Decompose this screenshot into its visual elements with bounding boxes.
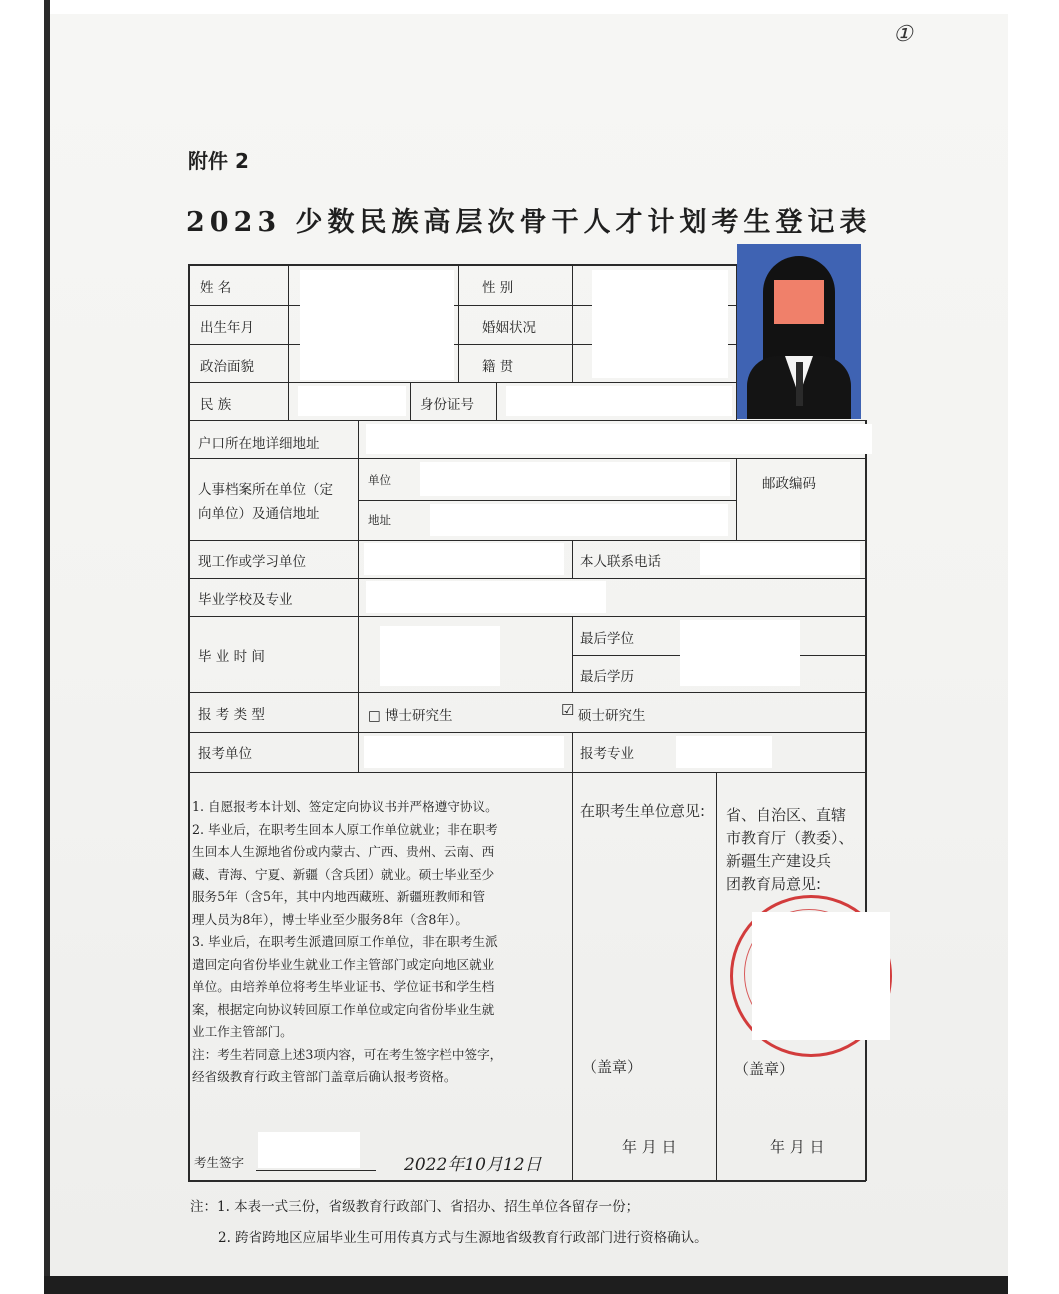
photo-tie	[796, 362, 803, 406]
scan-edge-bottom	[44, 1276, 1008, 1294]
page-number: ①	[893, 22, 913, 47]
province-date-label: 年 月 日	[770, 1138, 825, 1156]
marital-label: 婚姻状况	[482, 320, 536, 336]
signature-line	[256, 1170, 376, 1171]
table-line	[716, 772, 717, 1180]
note-line-2: 2. 跨省跨地区应届毕业生可用传真方式与生源地省级教育行政部门进行资格确认。	[218, 1230, 708, 1246]
table-line	[572, 264, 573, 382]
attachment-label: 附件 2	[188, 149, 249, 173]
province-opinion-line: 省、自治区、直辖	[726, 806, 847, 824]
phone-label: 本人联系电话	[580, 554, 661, 570]
employer-seal-label: （盖章）	[582, 1058, 643, 1076]
table-line	[188, 616, 866, 617]
education-label: 最后学历	[580, 669, 634, 685]
redacted-field	[506, 386, 732, 416]
table-line	[496, 382, 497, 420]
hukou-label: 户口所在地详细地址	[198, 436, 320, 452]
province-opinion-line: 团教育局意见:	[726, 875, 822, 893]
note-line-1: 注：1. 本表一式三份，省级教育行政部门、省招办、招生单位各留存一份；	[190, 1199, 640, 1215]
table-line	[458, 264, 459, 382]
redacted-field	[366, 581, 606, 613]
redacted-field	[420, 462, 730, 496]
commitment-line: 理人员为8年），博士毕业至少服务8年（含8年）。	[192, 911, 468, 927]
redacted-field	[364, 543, 564, 575]
table-line	[572, 732, 573, 772]
commitment-line: 服务5年（含5年，其中内地西藏班、新疆班教师和管	[192, 889, 486, 904]
check-mark-icon[interactable]: ☑	[561, 701, 575, 719]
table-line	[358, 616, 359, 772]
commitment-line: 生回本人生源地省份或内蒙古、广西、贵州、云南、西	[192, 844, 495, 859]
redacted-field	[700, 543, 860, 575]
redacted-field	[366, 424, 872, 454]
commitment-line: 案，根据定向协议转回原工作单位或定向省份毕业生就	[192, 1001, 495, 1017]
table-line	[188, 578, 866, 579]
redacted-field	[680, 620, 800, 686]
form-title: 2023 少数民族高层次骨干人才计划考生登记表	[186, 207, 872, 238]
redacted-field	[364, 736, 564, 768]
table-line	[572, 540, 573, 578]
employer-date-label: 年 月 日	[622, 1138, 677, 1156]
unit-label: 单位	[368, 473, 391, 487]
gender-label: 性 别	[482, 280, 514, 296]
table-line	[188, 540, 866, 541]
workplace-label: 现工作或学习单位	[198, 554, 306, 570]
grad-time-label: 毕 业 时 间	[198, 649, 265, 665]
province-opinion-line: 新疆生产建设兵	[726, 852, 832, 870]
province-seal-label: （盖章）	[734, 1060, 795, 1078]
table-line	[572, 616, 573, 692]
commitment-line: 藏、青海、宁夏、新疆（含兵团）就业。硕士毕业至少	[192, 866, 495, 882]
ethnic-label: 民 族	[200, 397, 232, 413]
commitment-line: 3. 毕业后，在职考生派遣回原工作单位，非在职考生派	[192, 934, 498, 949]
commitment-line: 经省级教育行政主管部门盖章后确认报考资格。	[192, 1069, 457, 1084]
native-label: 籍 贯	[482, 359, 514, 375]
province-opinion-line: 市教育厅（教委）、	[726, 829, 854, 847]
table-line	[188, 772, 866, 773]
employer-opinion-label: 在职考生单位意见:	[580, 802, 706, 820]
table-line	[358, 540, 359, 616]
archive-label: 人事档案所在单位（定	[198, 482, 333, 498]
table-line	[410, 382, 411, 420]
table-line	[188, 420, 866, 421]
table-line	[188, 1180, 866, 1182]
table-line	[358, 420, 359, 458]
apply-unit-label: 报考单位	[198, 746, 252, 762]
redacted-field	[592, 270, 728, 378]
option-phd[interactable]: □ 博士研究生	[368, 708, 453, 724]
commitment-line: 1. 自愿报考本计划、签定定向协议书并严格遵守协议。	[192, 799, 498, 814]
political-label: 政治面貌	[200, 359, 254, 375]
postcode-label: 邮政编码	[762, 476, 816, 492]
applicant-photo	[737, 244, 861, 419]
apply-major-label: 报考专业	[580, 746, 634, 762]
table-line	[358, 500, 736, 501]
exam-type-label: 报 考 类 型	[198, 707, 265, 723]
archive-label: 向单位）及通信地址	[198, 506, 320, 522]
table-line	[188, 732, 866, 733]
signature-label: 考生签字	[194, 1155, 245, 1170]
commitment-text	[192, 796, 572, 1089]
table-line	[188, 692, 866, 693]
table-line	[188, 264, 737, 266]
signature-date: 2022年10月12日	[404, 1155, 542, 1175]
table-line	[736, 458, 737, 540]
scan-margin-left	[0, 0, 48, 1294]
commitment-line: 遣回定向省份毕业生就业工作主管部门或定向地区就业	[192, 956, 495, 972]
redacted-signature	[258, 1132, 360, 1168]
degree-label: 最后学位	[580, 631, 634, 647]
commitment-line: 2. 毕业后，在职考生回本人原工作单位就业；非在职考	[192, 821, 498, 837]
name-label: 姓 名	[200, 280, 232, 296]
commitment-line: 注：考生若同意上述3项内容，可在考生签字栏中签字，	[192, 1046, 503, 1062]
table-line	[188, 382, 737, 383]
id-label: 身份证号	[420, 397, 474, 413]
address-label: 地址	[368, 513, 391, 527]
option-master[interactable]: 硕士研究生	[578, 708, 646, 724]
table-line	[358, 458, 359, 540]
redacted-field	[298, 386, 406, 416]
table-line	[188, 264, 190, 1181]
redacted-field	[676, 736, 772, 768]
commitment-line: 业工作主管部门。	[192, 1024, 293, 1039]
school-label: 毕业学校及专业	[198, 592, 293, 608]
redacted-field	[300, 270, 454, 380]
table-line	[188, 458, 866, 459]
table-line	[865, 420, 867, 1181]
table-line	[288, 264, 289, 420]
face-mask	[774, 280, 824, 324]
table-line	[572, 772, 573, 1180]
redacted-seal	[752, 912, 890, 1040]
birth-label: 出生年月	[200, 320, 254, 336]
commitment-line: 单位。由培养单位将考生毕业证书、学位证书和学生档	[192, 979, 495, 994]
redacted-field	[380, 626, 500, 686]
redacted-field	[430, 504, 728, 536]
